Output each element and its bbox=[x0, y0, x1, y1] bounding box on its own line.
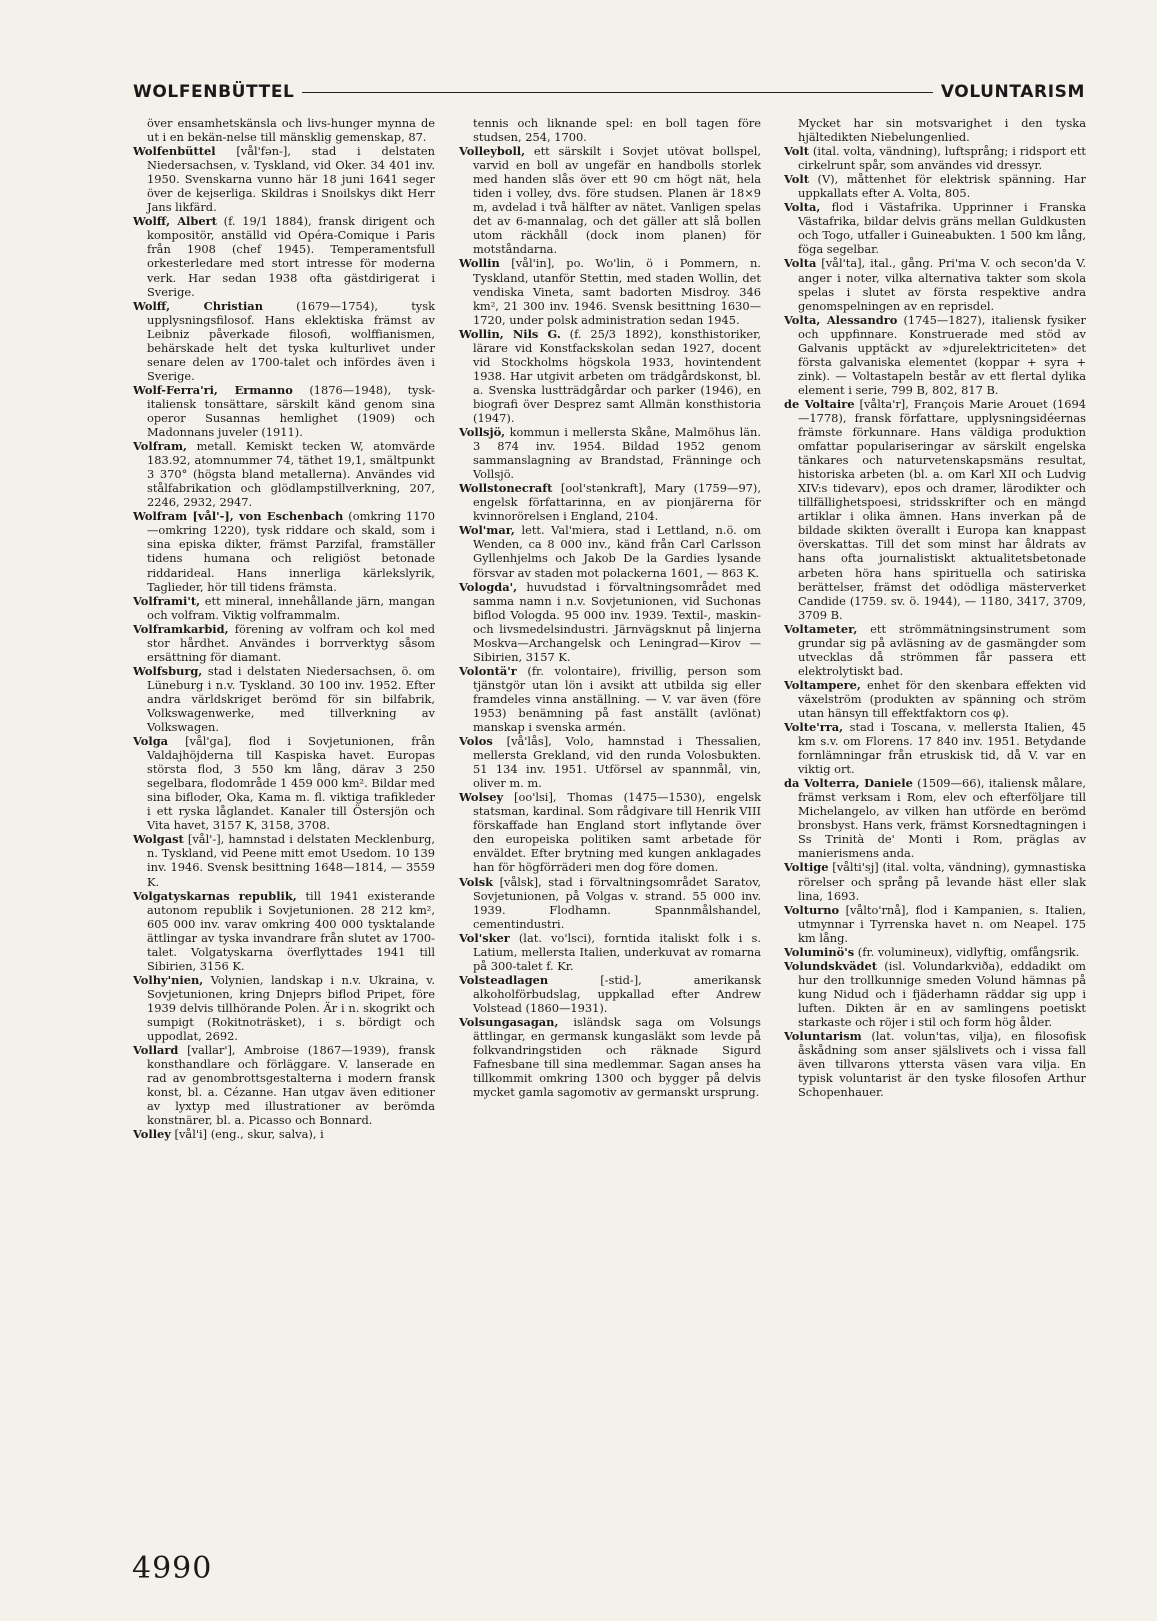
entry-text: stad i delstaten Niedersachsen, ö. om Lüneburg i n.v. Tyskland. 30 100 inv. 1952. Efter andra världskriget berömd för sin bilfabrik, Volkswagenwerke, med tillverkning av Volkswagen. bbox=[147, 663, 435, 735]
entry-text: (f. 25/3 1892), konsthistoriker, lärare vid Konstfackskolan sedan 1927, docent vid Stockholms högskola 1933, hovintendent 1938. Har utgivit arbeten om trädgårdskonst, bl. a. Svenska lustträdgårdar och parker (1946), en biografi över Desprez samt Allmän konsthistoria (1947). bbox=[473, 326, 761, 425]
entry-text: (fr. volontaire), frivillig, person som tjänstgör utan lön i avsikt att utbilda sig eller framdeles vinna anställning. — V. var även (före 1953) benämning på fast anställt (avlönat) manskap i svenska armén. bbox=[473, 663, 762, 735]
dictionary-entry bbox=[133, 383, 435, 439]
column-2 bbox=[459, 116, 761, 1099]
dictionary-entry bbox=[784, 144, 1086, 172]
dictionary-entry bbox=[784, 622, 1086, 678]
dictionary-entry bbox=[133, 889, 435, 973]
entry-text: ett särskilt i Sovjet utövat bollspel, varvid en boll av ungefär en handbolls storlek med handen slås över ett 90 cm högt nät, hela tiden i volley, dvs. före studsen. Planen är 18×9 m, avdelad i två hälfter av nätet. Vanligen spelas det av 6-mannalag, och det gäller att slå bollen utom räckhåll (dock inom planen) för motståndarna. bbox=[473, 144, 761, 257]
dictionary-entry bbox=[133, 116, 435, 144]
entry-text: stad i Toscana, v. mellersta Italien, 45 km s.v. om Florens. 17 840 inv. 1951. Betydande fornlämningar från etruskisk tid, då V. var en viktig ort. bbox=[798, 720, 1087, 777]
entry-text: flod i Västafrika. Upprinner i Franska Västafrika, bildar delvis gräns mellan Guldkusten och Togo, utfaller i Guineabukten. 1 500 km lång, föga segelbar. bbox=[798, 200, 1086, 257]
entry-text: till 1941 existerande autonom republik i Sovjetunionen. 28 212 km², 605 000 inv. varav omkring 400 000 tysktalande ättlingar av tyska invandrare från slutet av 1700-talet. Volgatyskarna överflyttades 1941 till Sibirien, 3156 K. bbox=[147, 888, 436, 973]
entry-headword: Vollsjö, bbox=[459, 425, 506, 440]
entry-text: (omkring 1170—omkring 1220), tysk riddare och skald, som i sina episka dikter, främst Parzifal, framställer tidens humana och religiöst betonade riddarideal. Hans innerliga kärlekslyrik, Taglieder, hör till tidens främsta. bbox=[147, 509, 435, 594]
dictionary-entry bbox=[784, 172, 1086, 200]
dictionary-entry bbox=[133, 1043, 435, 1127]
dictionary-entry bbox=[459, 734, 761, 790]
entry-text: (lat. vo'lsci), forntida italiskt folk i s. Latium, mellersta Italien, underkuvat av romarna på 300-talet f. Kr. bbox=[473, 930, 761, 973]
entry-headword: Volt bbox=[784, 172, 809, 187]
entry-headword: Wolf-Ferra'ri, Ermanno bbox=[133, 382, 293, 397]
dictionary-entry bbox=[784, 720, 1086, 776]
entry-headword: Wolfenbüttel bbox=[133, 144, 216, 159]
entry-text: (lat. volun'tas, vilja), en filosofisk åskådning som anser själslivets och i vissa fall även tillvarons yttersta väsen vara vilja. En typisk voluntarist är den tyske filosofen Arthur Schopenhauer. bbox=[798, 1029, 1087, 1100]
dictionary-entry bbox=[459, 931, 761, 973]
dictionary-entry bbox=[459, 327, 761, 425]
entry-headword: Volfram, bbox=[133, 439, 188, 454]
header-right-word: VOLUNTARISM bbox=[940, 82, 1085, 102]
entry-headword: Vol'sker bbox=[459, 930, 510, 945]
entry-headword: de Voltaire bbox=[784, 396, 855, 411]
entry-text: [vallar'], Ambroise (1867—1939), fransk konsthandlare och förläggare. V. lanserade en rad av genombrottsgestalterna i modern fransk konst, bl. a. Cézanne. Han utgav även editioner av lyxtyp med illustrationer av berömda konstnärer, bl. a. Picasso och Bonnard. bbox=[147, 1043, 436, 1128]
entry-text: (1509—66), italiensk målare, främst verksam i Rom, elev och efterföljare till Michelangelo, av vilken han utförde en berömd bronsbyst. Hans verk, främst Korsnedtagningen i Ss Trinità de' Monti i Rom, präglas av manierismens anda. bbox=[798, 776, 1087, 861]
entry-headword: Volturno bbox=[784, 902, 840, 917]
entry-headword: Volgatyskarnas republik, bbox=[133, 888, 297, 903]
entry-headword: Voluntarism bbox=[784, 1029, 862, 1044]
entry-headword: Volsteadlagen bbox=[459, 972, 549, 987]
entry-text: (1745—1827), italiensk fysiker och uppfinnare. Konstruerade med stöd av Galvanis upptäckt av »djurelektriciteten» det första galvaniska elementet (koppar + syra + zink). — Voltastapeln består av ett flertal dylika element i serie, 799 B, 802, 817 B. bbox=[798, 312, 1086, 397]
entry-text: kommun i mellersta Skåne, Malmöhus län. 3 874 inv. 1954. Bildad 1952 genom sammanslagning av Brandstad, Fränninge och Vollsjö. bbox=[473, 425, 761, 482]
entry-headword: Voltampere, bbox=[784, 677, 861, 692]
dictionary-entry bbox=[133, 1127, 435, 1141]
dictionary-entry bbox=[784, 313, 1086, 397]
entry-headword: Wollin bbox=[459, 256, 500, 271]
dictionary-entry bbox=[133, 144, 435, 214]
column-3 bbox=[784, 116, 1086, 1099]
entry-text: lett. Val'miera, stad i Lettland, n.ö. om Wenden, ca 8 000 inv., känd från Carl Carlsson Gyllenhjelms och Jakob De la Gardies lysande försvar av staden mot polackerna 1601, — 863 K. bbox=[473, 523, 761, 580]
entry-text: (ital. volta, vändning), luftsprång; i ridsport ett cirkelrunt spår, som användes vid dressyr. bbox=[798, 144, 1086, 173]
dictionary-entry bbox=[784, 116, 1086, 144]
entry-text: huvudstad i förvaltningsområdet med samma namn i n.v. Sovjetunionen, vid Suchonas biflod Vologda. 95 000 inv. 1939. Textil-, maskin- och livsmedelsindustri. Järnvägsknut på linjerna Moskva—Archangelsk och Leningrad—Kirov —Sibirien, 3157 K. bbox=[473, 579, 761, 664]
dictionary-entry bbox=[784, 860, 1086, 902]
dictionary-entry bbox=[784, 200, 1086, 256]
entry-headword: Vollard bbox=[133, 1043, 179, 1058]
entry-text: [vålti'sj] (ital. volta, vändning), gymnastiska rörelser och språng på levande häst eller slak lina, 1693. bbox=[798, 860, 1086, 903]
dictionary-entry bbox=[459, 664, 761, 734]
dictionary-entry bbox=[784, 1029, 1086, 1099]
entry-text: ett strömmätningsinstrument som grundar sig på avläsning av de gasmängder som utvecklas då strömmen får passera ett elektrolytiskt bad. bbox=[798, 621, 1087, 678]
entry-text: (1876—1948), tysk-italiensk tonsättare, särskilt känd genom sina operor Susannas hemlighet (1909) och Madonnans juveler (1911). bbox=[147, 382, 435, 440]
entry-headword: Wolgast bbox=[133, 832, 184, 847]
dictionary-entry bbox=[133, 734, 435, 832]
dictionary-entry bbox=[459, 580, 761, 664]
entry-text: [vål'fən-], stad i delstaten Niedersachsen, v. Tyskland, vid Oker. 34 401 inv. 1950. Svenskarna vunno här 18 juni 1641 seger över de kejserliga. Skildras i Snoilskys dikt Herr Jans likfärd. bbox=[147, 144, 435, 215]
dictionary-entry bbox=[459, 1015, 761, 1099]
dictionary-entry bbox=[459, 144, 761, 256]
entry-headword: Wolfsburg, bbox=[133, 663, 203, 678]
dictionary-entry bbox=[459, 481, 761, 523]
header-rule bbox=[302, 92, 932, 93]
entry-headword: Volte'rra, bbox=[784, 720, 844, 735]
entry-text: enhet för den skenbara effekten vid växelström (produkten av spänning och ström utan hänsyn till effektfaktorn cos φ). bbox=[798, 677, 1086, 720]
entry-headword: Volsungasagan, bbox=[459, 1015, 559, 1029]
entry-headword: Voltameter, bbox=[784, 621, 858, 636]
entry-text: [vål'-], hamnstad i delstaten Mecklenburg, n. Tyskland, vid Peene mitt emot Usedom. 10 139 inv. 1946. Svensk besittning 1648—1814, — 3559 K. bbox=[147, 832, 435, 889]
column-1 bbox=[133, 116, 435, 1141]
entry-headword: Volleyboll, bbox=[459, 144, 526, 159]
entry-text: Mycket har sin motsvarighet i den tyska hjältedikten Niebelungenlied. bbox=[798, 116, 1086, 145]
entry-text: förening av volfram och kol med stor hårdhet. Användes i borrverktyg såsom ersättning för diamant. bbox=[147, 621, 435, 664]
entry-text: (fr. volumineux), vidlyftig, omfångsrik. bbox=[857, 944, 1080, 959]
entry-text: (isl. Volundarkviða), eddadikt om hur den trollkunnige smeden Volund hämnas på kung Nidud och i fjäderhamn räddar sig upp i luften. Dikten är en av samlingens poetiskt starkaste och röjer i stil och form hög ålder. bbox=[798, 958, 1086, 1029]
entry-headword: Volframkarbid, bbox=[133, 621, 229, 636]
entry-headword: Wollin, Nils G. bbox=[459, 326, 561, 341]
dictionary-entry bbox=[784, 945, 1086, 959]
entry-text: ett mineral, innehållande järn, mangan och volfram. Viktig volframmalm. bbox=[147, 593, 435, 622]
dictionary-entry bbox=[133, 509, 435, 593]
entry-headword: Wollstonecraft bbox=[459, 481, 553, 496]
dictionary-entry bbox=[459, 256, 761, 326]
entry-text: [vålto'rnå], flod i Kampanien, s. Italien, utmynnar i Tyrrenska havet n. om Neapel. 175 km lång. bbox=[798, 902, 1086, 945]
entry-text: [vål'i] (eng., skur, salva), i bbox=[174, 1127, 324, 1142]
entry-text: över ensamhetskänsla och livs-hunger mynna de ut i en bekän-nelse till mänsklig gemenskap, 87. bbox=[147, 116, 435, 145]
entry-headword: Volta, bbox=[784, 200, 821, 215]
running-header bbox=[133, 80, 1085, 104]
entry-headword: Volley bbox=[133, 1127, 171, 1142]
entry-headword: Volontä'r bbox=[459, 663, 517, 678]
entry-headword: Volsk bbox=[459, 874, 494, 889]
dictionary-entry bbox=[784, 256, 1086, 312]
entry-text: [-stid-], amerikansk alkoholförbudslag, uppkallad efter Andrew Volstead (1860—1931). bbox=[473, 972, 761, 1015]
entry-headword: da Volterra, Daniele bbox=[784, 776, 913, 791]
entry-headword: Wolff, Christian bbox=[133, 298, 263, 313]
dictionary-entry bbox=[784, 776, 1086, 860]
entry-headword: Volta, Alessandro bbox=[784, 312, 898, 327]
entry-text: metall. Kemiskt tecken W, atomvärde 183.92, atomnummer 74, täthet 19,1, smältpunkt 3 370° (högsta bland metallerna). Användes vid stålfabrikation och glödlampstillverkning, 207, 2246, 2932, 2947. bbox=[147, 439, 435, 510]
entry-text: [vålsk], stad i förvaltningsområdet Saratov, Sovjetunionen, på Volgas v. strand. 55 000 inv. 1939. Flodhamn. Spannmålshandel, cementindustri. bbox=[473, 874, 761, 931]
dictionary-entry bbox=[459, 523, 761, 579]
dictionary-entry bbox=[133, 439, 435, 509]
dictionary-entry bbox=[459, 875, 761, 931]
entry-text: [vål'in], po. Wo'lin, ö i Pommern, n. Tyskland, utanför Stettin, med staden Wollin, det vendiska Vineta, samt badorten Misdroy. 346 km², 21 300 inv. 1946. Svensk besittning 1630—1720, under polsk administration sedan 1945. bbox=[473, 256, 761, 327]
entry-text: isländsk saga om Volsungs ättlingar, en germansk kungasläkt som levde på folkvandringstiden och räknade Sigurd Fafnesbane till sina medlemmar. Sagan anses ha tillkommit omkring 1300 och bygger på delvis mycket gamla sagomotiv av germanskt ursprung. bbox=[473, 1015, 761, 1100]
entry-text: [vå'lås], Volo, hamnstad i Thessalien, mellersta Grekland, vid den runda Volosbukten. 51 134 inv. 1951. Utförsel av spannmål, vin, oliver m. m. bbox=[473, 734, 762, 791]
dictionary-entry bbox=[459, 790, 761, 874]
entry-headword: Volt bbox=[784, 144, 809, 159]
dictionary-entry bbox=[133, 299, 435, 383]
entry-text: (V), måttenhet för elektrisk spänning. Har uppkallats efter A. Volta, 805. bbox=[798, 172, 1086, 201]
dictionary-entry bbox=[133, 832, 435, 888]
page-number: 4990 bbox=[132, 1551, 213, 1586]
entry-headword: Wolsey bbox=[459, 790, 504, 805]
entry-headword: Wol'mar, bbox=[459, 523, 515, 538]
dictionary-entry bbox=[133, 622, 435, 664]
dictionary-entry bbox=[784, 397, 1086, 622]
entry-headword: Volga bbox=[133, 734, 169, 749]
entry-headword: Volhy'nien, bbox=[133, 972, 204, 987]
entry-text: (1679—1754), tysk upplysningsfilosof. Hans eklektiska främst av Leibniz påverkade filosofi, wolffianismen, behärskade helt det tyska kulturlivet under senare delen av 1700-talet och infördes även i Sverige. bbox=[147, 298, 435, 383]
entry-text: [oo'lsi], Thomas (1475—1530), engelsk statsman, kardinal. Som rådgivare till Henrik VIII förskaffade han England stort inflytande över den europeiska politiken samt arbetade för enväldet. Efter brytning med kungen anklagades han för högförräderi men dog före domen. bbox=[473, 790, 761, 875]
dictionary-entry bbox=[133, 973, 435, 1043]
entry-headword: Volos bbox=[459, 734, 493, 749]
entry-headword: Volundskvädet bbox=[784, 958, 878, 973]
entry-text: Volynien, landskap i n.v. Ukraina, v. Sovjetunionen, kring Dnjeprs biflod Pripet, före 1939 delvis tillhörande Polen. Är i n. skogrikt och sumpigt (Rokitnoträsket), i s. bördigt och uppodlat, 2692. bbox=[147, 972, 435, 1044]
dictionary-entry bbox=[133, 594, 435, 622]
header-left-word: WOLFENBÜTTEL bbox=[133, 82, 295, 102]
dictionary-entry bbox=[459, 116, 761, 144]
entry-text: [vål'ga], flod i Sovjetunionen, från Valdajhöjderna till Kaspiska havet. Europas största flod, 3 550 km lång, därav 3 250 segelbara, flodområde 1 459 000 km². Bildar med sina bifloder, Oka, Kama m. fl. viktiga trafikleder i ett ryska låglandet. Kanaler till Östersjön och Vita havet, 3157 K, 3158, 3708. bbox=[147, 734, 436, 833]
dictionary-entry bbox=[459, 425, 761, 481]
entry-headword: Volta bbox=[784, 256, 817, 271]
dictionary-entry bbox=[784, 678, 1086, 720]
dictionary-entry bbox=[459, 973, 761, 1015]
entry-text: tennis och liknande spel: en boll tagen före studsen, 254, 1700. bbox=[473, 116, 761, 145]
entry-text: [vålta'r], François Marie Arouet (1694—1778), fransk författare, upplysningsidéernas främste förkunnare. Hans väldiga produktion omfattar populariseringar av särskilt engelska tänkares och naturvetenskapsmäns resultat, historiska arbeten (bl. a. om Karl XII och Ludvig XIV:s tidevarv), epos och dramer, lärodikter och tillfällighetspoesi, stridsskrifter och en mängd artiklar i olika ämnen. Hans inverkan på de bildade skikten överallt i Europa kan knappast överskattas. Till det som minst har åldrats av hans ofta journalistiskt aktualitetsbetonade arbeten höra hans spirituella och satiriska berättelser, främst det odödliga mästerverket Candide (1759. sv. ö. 1944), — 1180, 3417, 3709, 3709 B. bbox=[798, 396, 1086, 622]
entry-headword: Voluminö's bbox=[784, 944, 855, 959]
entry-headword: Vologda', bbox=[459, 579, 518, 594]
dictionary-entry bbox=[784, 903, 1086, 945]
dictionary-entry bbox=[784, 959, 1086, 1029]
entry-headword: Voltige bbox=[784, 860, 829, 875]
entry-headword: Wolfram [vål'-], von Eschenbach bbox=[133, 509, 344, 524]
entry-headword: Volframi't, bbox=[133, 593, 201, 608]
dictionary-entry bbox=[133, 664, 435, 734]
entry-text: (f. 19/1 1884), fransk dirigent och kompositör, anställd vid Opéra-Comique i Paris från 1908 (chef 1945). Temperamentsfull orkesterledare med stort intresse för moderna verk. Har sedan 1938 ofta gästdirigerat i Sverige. bbox=[147, 214, 436, 299]
entry-headword: Wolff, Albert bbox=[133, 214, 217, 229]
entry-text: [vål'ta], ital., gång. Pri'ma V. och secon'da V. anger i noter, vilka alternativa takter som skola spelas i slutet av första respektive andra genomspelningen av en reprisdel. bbox=[798, 256, 1086, 313]
entry-text: [ool'stənkraft], Mary (1759—97), engelsk författarinna, en av pionjärerna för kvinnorörelsen i England, 2104. bbox=[473, 481, 761, 524]
dictionary-entry bbox=[133, 214, 435, 298]
